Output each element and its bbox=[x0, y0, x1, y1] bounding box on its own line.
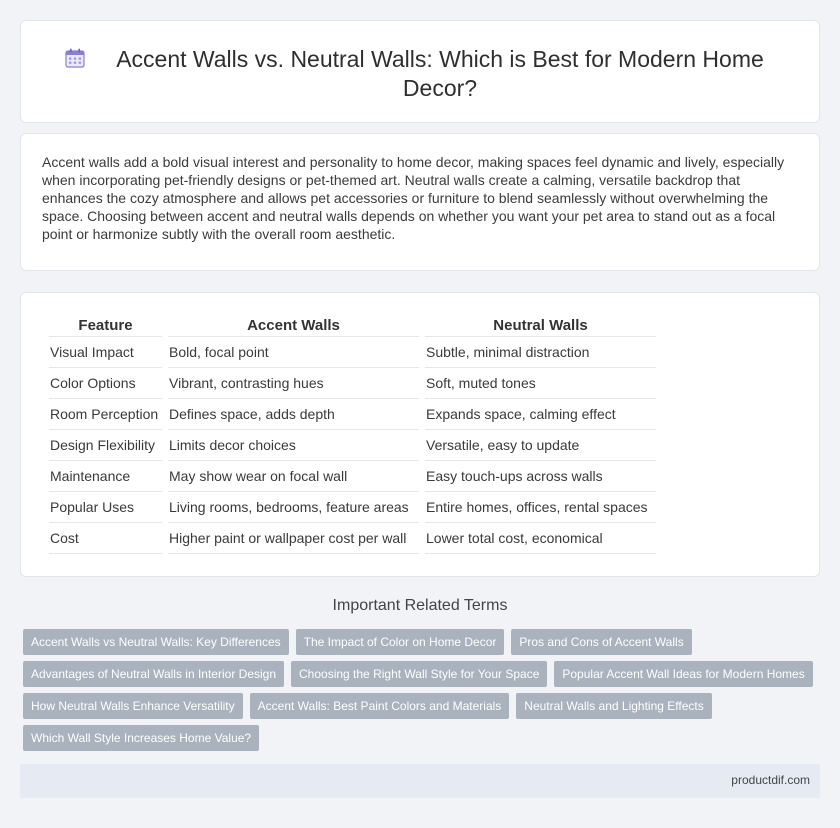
table-row bbox=[49, 523, 656, 554]
related-term-tag[interactable]: Accent Walls: Best Paint Colors and Materials bbox=[250, 693, 510, 719]
page-title: Accent Walls vs. Neutral Walls: Which is Best for Modern Home Decor? bbox=[116, 46, 764, 101]
table-row bbox=[49, 399, 656, 430]
cell-feature: Visual Impact bbox=[49, 337, 162, 368]
table-header-row bbox=[49, 313, 656, 337]
cell-feature: Maintenance bbox=[49, 461, 162, 492]
related-term-tag[interactable]: Neutral Walls and Lighting Effects bbox=[516, 693, 711, 719]
table-row bbox=[49, 461, 656, 492]
cell-feature: Popular Uses bbox=[49, 492, 162, 523]
related-term-tag[interactable]: Advantages of Neutral Walls in Interior Design bbox=[23, 661, 284, 687]
cell-feature: Room Perception bbox=[49, 399, 162, 430]
related-term-tag[interactable]: Which Wall Style Increases Home Value? bbox=[23, 725, 259, 751]
related-term-tag[interactable]: Choosing the Right Wall Style for Your Space bbox=[291, 661, 547, 687]
header-neutral-walls: Neutral Walls bbox=[425, 313, 656, 337]
table-row bbox=[49, 430, 656, 461]
header-feature: Feature bbox=[49, 313, 162, 337]
related-term-tag[interactable]: The Impact of Color on Home Decor bbox=[296, 629, 505, 655]
cell-neutral: Subtle, minimal distraction bbox=[425, 337, 656, 368]
table-row bbox=[49, 368, 656, 399]
footer bbox=[20, 764, 820, 798]
related-term-tag[interactable]: Accent Walls vs Neutral Walls: Key Differences bbox=[23, 629, 289, 655]
cell-neutral: Lower total cost, economical bbox=[425, 523, 656, 554]
cell-accent: Vibrant, contrasting hues bbox=[168, 368, 419, 399]
cell-accent: Living rooms, bedrooms, feature areas bbox=[168, 492, 419, 523]
title-card bbox=[20, 20, 820, 123]
cell-accent: Limits decor choices bbox=[168, 430, 419, 461]
cell-neutral: Soft, muted tones bbox=[425, 368, 656, 399]
cell-accent: May show wear on focal wall bbox=[168, 461, 419, 492]
related-term-tag[interactable]: Popular Accent Wall Ideas for Modern Homes bbox=[554, 661, 812, 687]
cell-feature: Design Flexibility bbox=[49, 430, 162, 461]
related-term-tag[interactable]: Pros and Cons of Accent Walls bbox=[511, 629, 691, 655]
table-row bbox=[49, 337, 656, 368]
related-term-tag[interactable]: How Neutral Walls Enhance Versatility bbox=[23, 693, 243, 719]
intro-card bbox=[20, 133, 820, 271]
cell-neutral: Easy touch-ups across walls bbox=[425, 461, 656, 492]
cell-neutral: Entire homes, offices, rental spaces bbox=[425, 492, 656, 523]
cell-feature: Color Options bbox=[49, 368, 162, 399]
related-terms-list bbox=[23, 629, 823, 757]
comparison-card bbox=[20, 292, 820, 577]
cell-accent: Bold, focal point bbox=[168, 337, 419, 368]
intro-paragraph: Accent walls add a bold visual interest and personality to home decor, making spaces feel dynamic and lively, especially when incorporating pet-friendly designs or pet-themed art. Neutral walls create a calming, versatile backdrop that enhances the cozy atmosphere and allows pet accessories or furniture to blend seamlessly without overwhelming the space. Choosing between accent and neutral walls depends on whether you want your pet area to stand out as a focal point or harmonize subtly with the overall room aesthetic. bbox=[42, 154, 785, 242]
footer-brand[interactable]: productdif.com bbox=[731, 773, 810, 787]
cell-feature: Cost bbox=[49, 523, 162, 554]
cell-accent: Defines space, adds depth bbox=[168, 399, 419, 430]
header-accent-walls: Accent Walls bbox=[168, 313, 419, 337]
comparison-table bbox=[43, 313, 662, 554]
cell-accent: Higher paint or wallpaper cost per wall bbox=[168, 523, 419, 554]
related-terms-heading: Important Related Terms bbox=[332, 597, 508, 614]
cell-neutral: Expands space, calming effect bbox=[425, 399, 656, 430]
cell-neutral: Versatile, easy to update bbox=[425, 430, 656, 461]
table-row bbox=[49, 492, 656, 523]
